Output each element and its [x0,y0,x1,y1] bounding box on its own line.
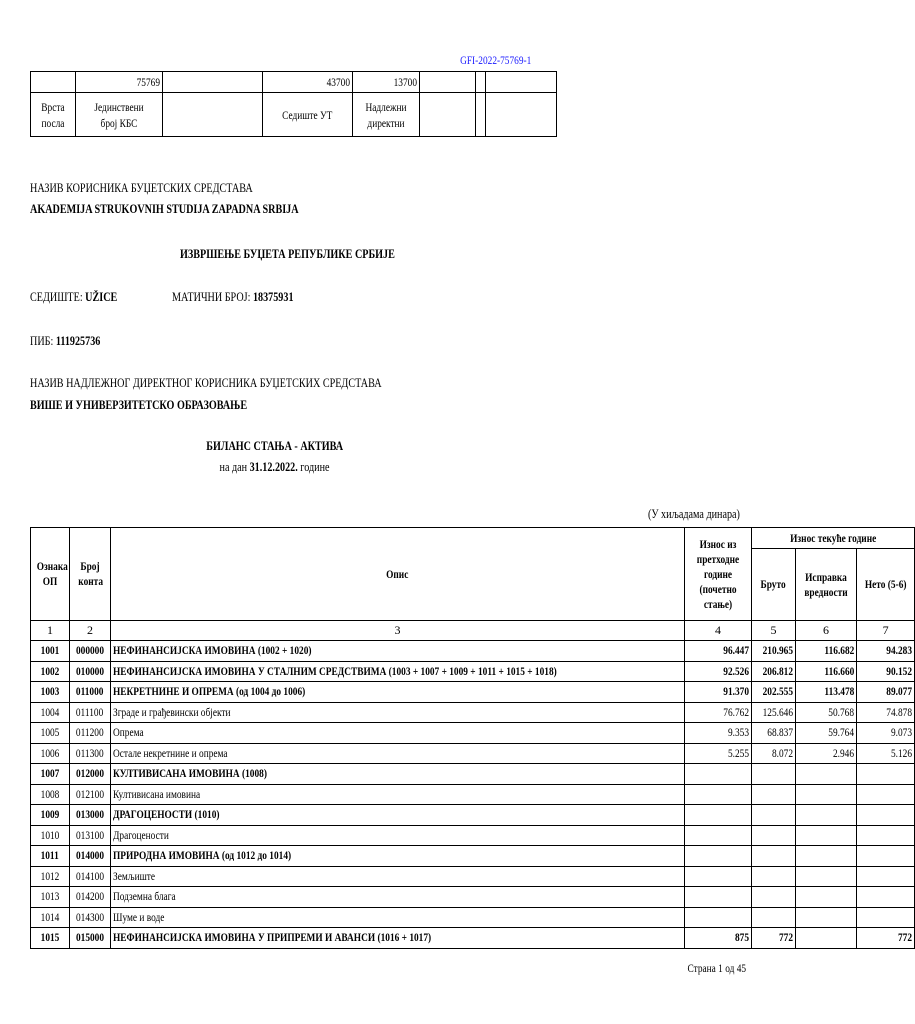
mb-value: 18375931 [252,289,294,304]
row-neto [856,805,914,826]
row-konto: 011100 [70,702,111,723]
row-neto [856,907,914,928]
report-date-value: 31.12.2022. [250,459,299,474]
header-label-vrsta: Врста посла [31,93,76,137]
header-oznaka: Ознака ОП [31,528,70,621]
col-number: 7 [856,621,914,641]
header-cell [420,72,476,93]
row-neto [856,764,914,785]
row-konto: 011200 [70,723,111,744]
row-description: НЕФИНАНСИЈСКА ИМОВИНА У СТАЛНИМ СРЕДСТВИМА (1003 + 1007 + 1009 + 1011 + 1015 + 1018) [111,661,685,682]
row-prev-year [684,887,751,908]
row-neto: 772 [856,928,914,949]
pib-value: 111925736 [55,333,101,348]
col-number: 4 [684,621,751,641]
user-label: НАЗИВ КОРИСНИКА БУЏЕТСКИХ СРЕДСТАВА [30,180,253,195]
row-prev-year: 92.526 [684,661,751,682]
row-op: 1003 [31,682,70,703]
row-description: ДРАГОЦЕНОСТИ (1010) [111,805,685,826]
row-description: ПРИРОДНА ИМОВИНА (од 1012 до 1014) [111,846,685,867]
header-value-vrsta: 75769 [76,72,163,93]
row-neto: 74.878 [856,702,914,723]
document-id-link[interactable]: GFI-2022-75769-1 [460,53,532,67]
row-neto [856,784,914,805]
header-label-sediste: Седиште УТ [263,93,353,137]
row-bruto: 202.555 [751,682,795,703]
table-row [31,661,915,682]
row-bruto [751,846,795,867]
row-description: Зграде и грађевински објекти [111,702,685,723]
row-op: 1013 [31,887,70,908]
row-neto: 89.077 [856,682,914,703]
row-konto: 011000 [70,682,111,703]
row-prev-year [684,764,751,785]
row-neto [856,846,914,867]
row-prev-year [684,784,751,805]
header-current-year: Износ текуће године [751,528,914,549]
row-bruto: 206.812 [751,661,795,682]
row-bruto [751,764,795,785]
row-konto: 015000 [70,928,111,949]
row-bruto: 772 [751,928,795,949]
row-prev-year [684,907,751,928]
header-label-jbkbs: Јединствени број КБС [76,93,163,137]
header-cell [31,72,76,93]
row-description: Драгоцености [111,825,685,846]
row-op: 1002 [31,661,70,682]
row-neto: 90.152 [856,661,914,682]
row-konto: 012100 [70,784,111,805]
row-ispravka [795,825,856,846]
table-row [31,846,915,867]
row-ispravka [795,887,856,908]
row-konto: 012000 [70,764,111,785]
row-ispravka [795,928,856,949]
row-description: НЕФИНАНСИЈСКА ИМОВИНА (1002 + 1020) [111,641,685,662]
row-prev-year: 9.353 [684,723,751,744]
row-ispravka [795,846,856,867]
header-ispravka: Исправка вредности [795,549,856,621]
row-bruto [751,784,795,805]
seat-label: СЕДИШТЕ: [30,289,83,304]
row-prev-year [684,846,751,867]
header-prev-year: Износ из претходне године (почетно стање) [684,528,751,621]
row-op: 1005 [31,723,70,744]
table-row [31,805,915,826]
header-cell [476,93,486,137]
table-row [31,825,915,846]
row-neto: 5.126 [856,743,914,764]
pib-label: ПИБ: [30,333,54,348]
table-row [31,784,915,805]
row-bruto [751,805,795,826]
header-konto: Број конта [70,528,111,621]
row-bruto: 210.965 [751,641,795,662]
row-description: Култивисана имовина [111,784,685,805]
pib-line [30,333,120,349]
row-ispravka: 113.478 [795,682,856,703]
row-prev-year: 96.447 [684,641,751,662]
row-op: 1001 [31,641,70,662]
header-cell [163,72,263,93]
row-description: Шуме и воде [111,907,685,928]
row-ispravka [795,805,856,826]
header-opis: Опис [111,528,685,621]
table-row [31,641,915,662]
header-neto: Нето (5-6) [856,549,914,621]
row-op: 1015 [31,928,70,949]
row-prev-year [684,866,751,887]
row-description: НЕКРЕТНИНЕ И ОПРЕМА (од 1004 до 1006) [111,682,685,703]
col-number: 3 [111,621,685,641]
row-op: 1004 [31,702,70,723]
row-neto: 9.073 [856,723,914,744]
table-row [31,928,915,949]
row-description: Подземна блага [111,887,685,908]
header-cell [420,93,476,137]
row-ispravka: 50.768 [795,702,856,723]
row-neto [856,887,914,908]
row-ispravka: 2.946 [795,743,856,764]
direct-name: ВИШЕ И УНИВЕРЗИТЕТСКО ОБРАЗОВАЊЕ [30,397,248,412]
col-number: 5 [751,621,795,641]
mb-line [172,289,328,305]
table-row [31,723,915,744]
row-bruto [751,825,795,846]
col-number: 1 [31,621,70,641]
report-date: на дан 31.12.2022. године [219,459,330,474]
header-cell [486,93,557,137]
row-konto: 011300 [70,743,111,764]
header-value-sediste: 43700 [263,72,353,93]
header-cell [476,72,486,93]
table-row [31,743,915,764]
unit-note: (У хиљадама динара) [648,506,740,521]
row-konto: 014000 [70,846,111,867]
col-number: 6 [795,621,856,641]
row-ispravka: 116.682 [795,641,856,662]
header-label-nadlezni: Надлежни директни [353,93,420,137]
table-row [31,866,915,887]
row-neto: 94.283 [856,641,914,662]
table-row [31,907,915,928]
row-op: 1012 [31,866,70,887]
row-ispravka [795,907,856,928]
budget-title: ИЗВРШЕЊЕ БУЏЕТА РЕПУБЛИКЕ СРБИЈЕ [180,246,395,261]
row-prev-year: 76.762 [684,702,751,723]
row-bruto [751,866,795,887]
row-op: 1009 [31,805,70,826]
row-prev-year: 875 [684,928,751,949]
col-number: 2 [70,621,111,641]
row-ispravka: 59.764 [795,723,856,744]
table-row [31,702,915,723]
table-row [31,887,915,908]
row-konto: 014100 [70,866,111,887]
header-cell [163,93,263,137]
header-cell [486,72,557,93]
row-konto: 013000 [70,805,111,826]
row-neto [856,866,914,887]
row-konto: 014200 [70,887,111,908]
seat-value: UŽICE [85,289,118,304]
row-op: 1010 [31,825,70,846]
row-konto: 013100 [70,825,111,846]
header-table [30,71,557,137]
direct-label: НАЗИВ НАДЛЕЖНОГ ДИРЕКТНОГ КОРИСНИКА БУЏЕТСКИХ СРЕДСТАВА [30,375,382,390]
header-value-nadlezni: 13700 [353,72,420,93]
row-bruto [751,907,795,928]
row-prev-year [684,825,751,846]
row-konto: 000000 [70,641,111,662]
mb-label: МАТИЧНИ БРОЈ: [172,289,251,304]
report-title: БИЛАНС СТАЊА - АКТИВА [206,438,344,453]
row-description: КУЛТИВИСАНА ИМОВИНА (1008) [111,764,685,785]
row-ispravka [795,764,856,785]
row-bruto: 68.837 [751,723,795,744]
row-prev-year: 5.255 [684,743,751,764]
row-konto: 010000 [70,661,111,682]
row-bruto [751,887,795,908]
row-prev-year [684,805,751,826]
seat-line [30,289,142,305]
row-ispravka [795,784,856,805]
user-name: AKADEMIJA STRUKOVNIH STUDIJA ZAPADNA SRBIJA [30,201,299,216]
row-ispravka: 116.660 [795,661,856,682]
row-description: Опрема [111,723,685,744]
row-prev-year: 91.370 [684,682,751,703]
row-op: 1014 [31,907,70,928]
row-description: Земљиште [111,866,685,887]
table-row [31,764,915,785]
page-footer: Страна 1 од 45 [687,961,746,975]
balance-table [30,527,915,949]
row-op: 1011 [31,846,70,867]
row-op: 1006 [31,743,70,764]
row-neto [856,825,914,846]
row-konto: 014300 [70,907,111,928]
row-op: 1008 [31,784,70,805]
row-description: НЕФИНАНСИЈСКА ИМОВИНА У ПРИПРЕМИ И АВАНСИ (1016 + 1017) [111,928,685,949]
row-bruto: 125.646 [751,702,795,723]
row-ispravka [795,866,856,887]
row-description: Остале некретнине и опрема [111,743,685,764]
row-op: 1007 [31,764,70,785]
table-row [31,682,915,703]
header-bruto: Бруто [751,549,795,621]
row-bruto: 8.072 [751,743,795,764]
